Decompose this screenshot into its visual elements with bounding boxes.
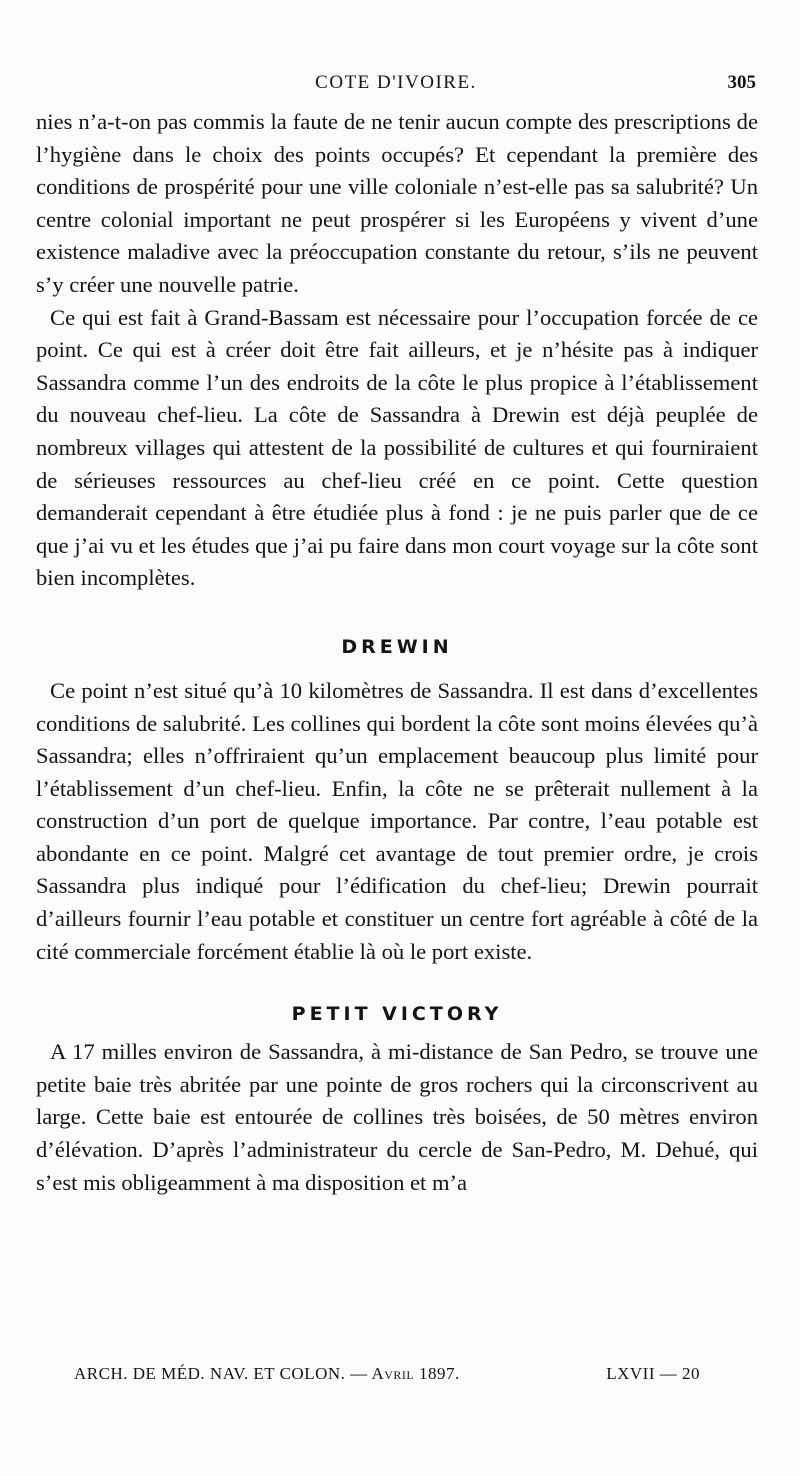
page-footer — [74, 1364, 700, 1392]
paragraph-sassandra: Ce qui est fait à Grand-Bassam est nécessaire pour l’occupation forcée de ce point. Ce qui est à créer doit être fait ailleurs, et je n’hésite pas à indiquer Sassandra comme l’un des endroits de la côte le plus propice à l’établissement du nouveau chef-lieu. La côte de Sassandra à Drewin est déjà peuplée de nombreux villages qui attestent de la possibilité de cultures et qui fourniraient de sérieuses ressources au chef-lieu créé en ce point. Cette question demanderait cependant à être étudiée plus à fond : je ne puis parler que de ce que j’ai vu et les études que j’ai pu faire dans mon court voyage sur la côte sont bien incomplètes. — [36, 304, 758, 591]
signature-mark: LXVII — 20 — [606, 1364, 700, 1383]
running-title: COTE D'IVOIRE. — [315, 72, 477, 93]
page-body — [36, 106, 758, 1199]
paragraph-drewin: Ce point n’est situé qu’à 10 kilomètres de Sassandra. Il est dans d’excellentes conditions de salubrité. Les collines qui bordent la côte sont moins élevées qu’à Sassandra; elles n’offriraient qu’un emplacement beaucoup plus limité pour l’établissement d’un chef-lieu. Enfin, la côte ne se prêterait nullement à la construction d’un port de quelque importance. Par contre, l’eau potable est abondante en ce point. Malgré cet avantage de tout premier ordre, je crois Sassandra plus indiqué pour l’édification du chef-lieu; Drewin pourrait d’ailleurs fournir l’eau potable et constituer un centre fort agréable à côté de la cité commerciale forcément établie là où le port existe. — [36, 677, 758, 964]
section-heading-petit-victory: PETIT VICTORY — [291, 1003, 503, 1026]
paragraph-continuation: nies n’a-t-on pas commis la faute de ne tenir aucun compte des prescriptions de l’hygiène dans le choix des points occupés? Et cependant la première des conditions de prospérité pour une ville coloniale n’est-elle pas sa salubrité? Un centre colonial important ne peut prospérer si les Européens y vivent d’une existence maladive avec la préoccupation constante du retour, s’ils ne peuvent s’y créer une nouvelle patrie. — [36, 109, 758, 297]
section-heading-drewin: DREWIN — [341, 635, 453, 658]
running-head — [36, 72, 756, 102]
page-number: 305 — [727, 72, 756, 93]
paragraph-petit-victory: A 17 milles environ de Sassandra, à mi-distance de San Pedro, se trouve une petite baie très abritée par une pointe de gros rochers qui la circonscrivent au large. Cette baie est entourée de collines très boisées, de 50 mètres environ d’élévation. D’après l’administrateur du cercle de San-Pedro, M. Dehué, qui s’est mis obligeamment à ma disposition et m’a — [36, 1039, 758, 1195]
journal-reference: ARCH. DE MÉD. NAV. ET COLON. — Avril 1897. — [74, 1364, 460, 1383]
